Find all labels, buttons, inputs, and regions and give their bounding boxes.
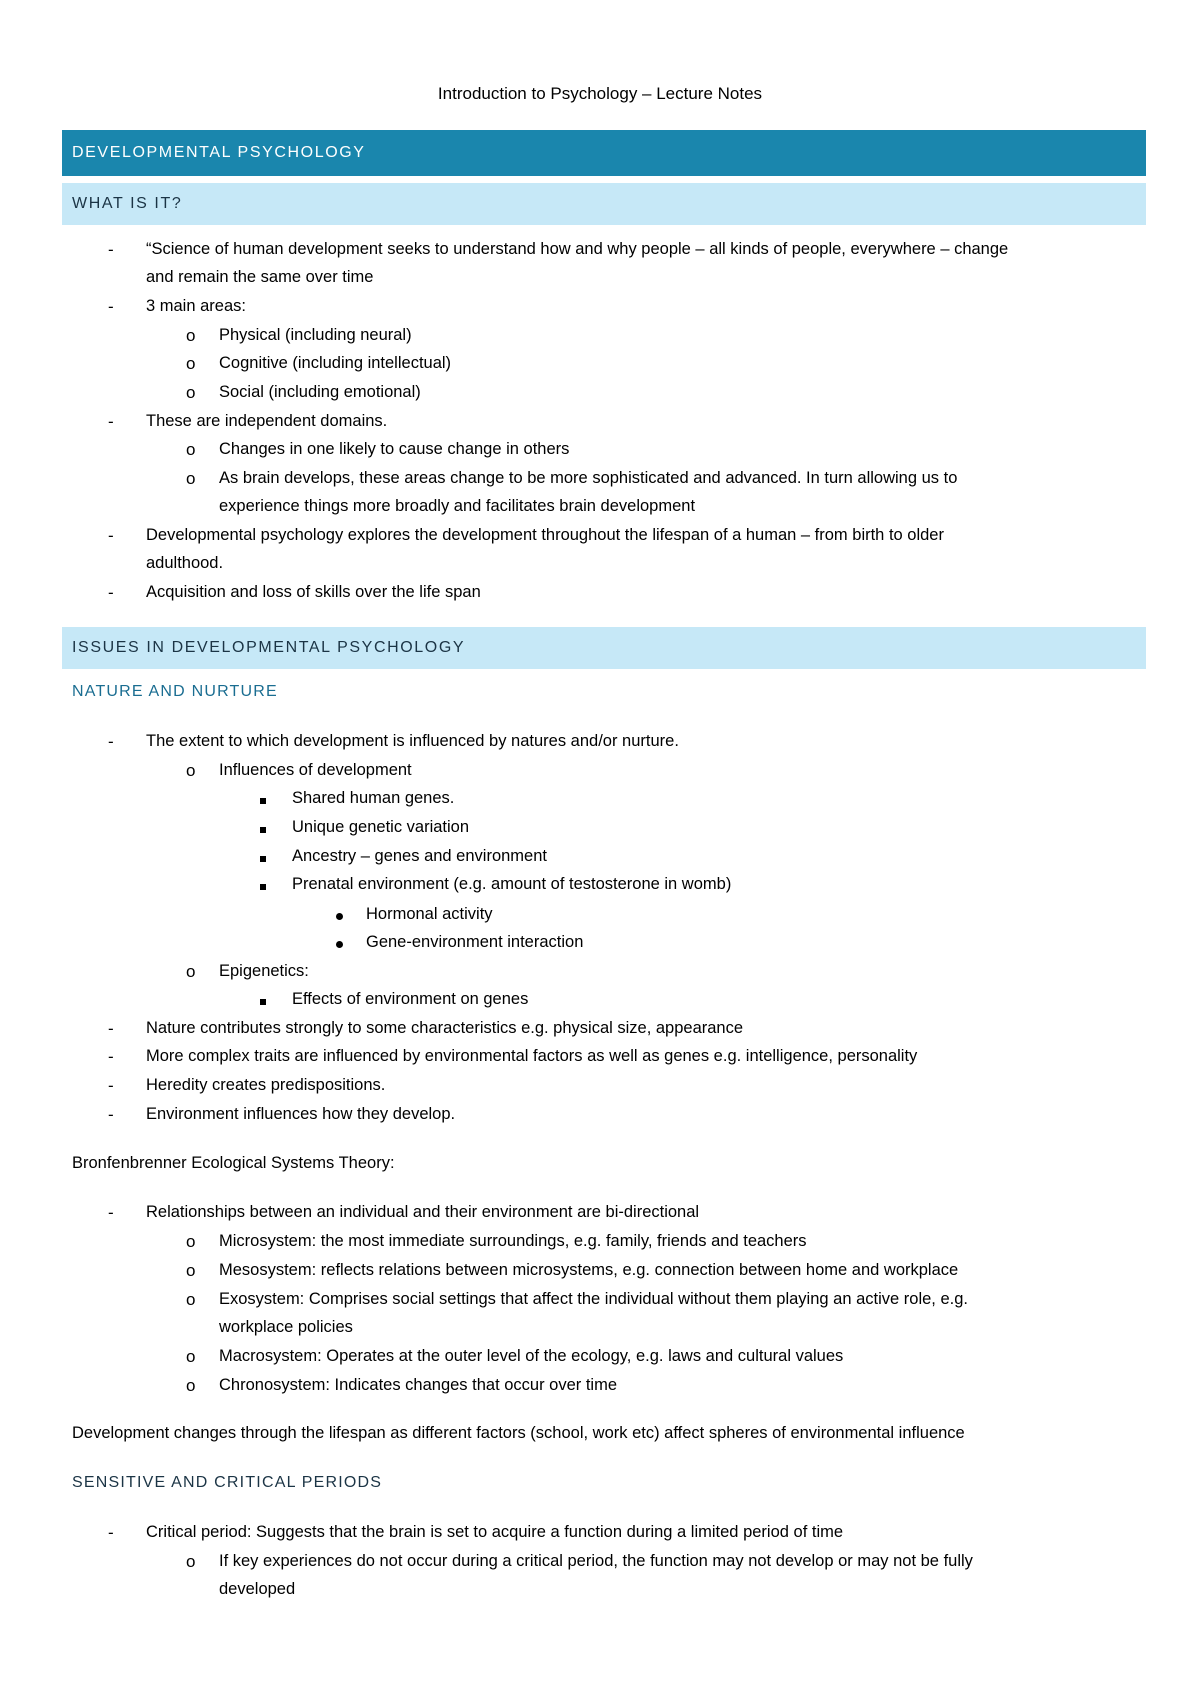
list-item: 3 main areas:	[146, 297, 246, 315]
list-item-continuation: adulthood.	[146, 554, 224, 572]
circle-marker: o	[186, 962, 196, 981]
sub-sub-list-item: Ancestry – genes and environment	[292, 847, 547, 865]
list-item: Environment influences how they develop.	[146, 1105, 456, 1123]
circle-marker: o	[186, 440, 196, 459]
list-item: “Science of human development seeks to understand how and why people – all kinds of people, everywhere – change	[146, 240, 1009, 258]
square-bullet-icon	[260, 789, 266, 809]
bronfenbrenner-heading: Bronfenbrenner Ecological Systems Theory:	[72, 1154, 395, 1172]
dash-marker: -	[108, 1203, 114, 1222]
sub-list-item: Mesosystem: reflects relations between microsystems, e.g. connection between home and workplace	[219, 1261, 959, 1279]
circle-marker: o	[186, 1347, 196, 1366]
square-bullet-icon	[260, 847, 266, 867]
dot-bullet-icon	[336, 905, 343, 925]
sub-sub-list-item: Unique genetic variation	[292, 818, 470, 836]
list-item-continuation: and remain the same over time	[146, 268, 374, 286]
sub-list-item: Microsystem: the most immediate surroundings, e.g. family, friends and teachers	[219, 1232, 807, 1250]
dash-marker: -	[108, 412, 114, 431]
sub-list-item: As brain develops, these areas change to be more sophisticated and advanced. In turn allowing us to	[219, 469, 958, 487]
circle-marker: o	[186, 761, 196, 780]
sub-list-item: Physical (including neural)	[219, 326, 412, 344]
subheading-nature-and-nurture: NATURE AND NURTURE	[72, 683, 278, 700]
list-item: Developmental psychology explores the development throughout the lifespan of a human – from birth to older	[146, 526, 944, 544]
sub-list-item: Cognitive (including intellectual)	[219, 354, 452, 372]
sub-list-item: Epigenetics:	[219, 962, 309, 980]
circle-marker: o	[186, 469, 196, 488]
dash-marker: -	[108, 1523, 114, 1542]
dash-marker: -	[108, 240, 114, 259]
sub-list-item-continuation: workplace policies	[219, 1318, 353, 1336]
circle-marker: o	[186, 1376, 196, 1395]
sub-list-item: Chronosystem: Indicates changes that occur over time	[219, 1376, 618, 1394]
dash-marker: -	[108, 297, 114, 316]
sub-list-item: Social (including emotional)	[219, 383, 421, 401]
subheading-sensitive-critical: SENSITIVE AND CRITICAL PERIODS	[72, 1474, 383, 1491]
document-title: Introduction to Psychology – Lecture Notes	[437, 84, 763, 103]
sub-list-item: Changes in one likely to cause change in others	[219, 440, 570, 458]
square-bullet-icon	[260, 875, 266, 895]
dash-marker: -	[108, 1076, 114, 1095]
sub-list-item: If key experiences do not occur during a critical period, the function may not develop or may not be fully	[219, 1552, 973, 1570]
list-item: Acquisition and loss of skills over the life span	[146, 583, 481, 601]
section-heading-issues: ISSUES IN DEVELOPMENTAL PSYCHOLOGY	[62, 627, 1146, 669]
section-heading-what-is-it: WHAT IS IT?	[62, 183, 1146, 225]
dash-marker: -	[108, 1105, 114, 1124]
list-item: Heredity creates predispositions.	[146, 1076, 386, 1094]
section-heading-developmental-psychology: DEVELOPMENTAL PSYCHOLOGY	[62, 130, 1146, 176]
list-item: More complex traits are influenced by environmental factors as well as genes e.g. intelligence, personality	[146, 1047, 918, 1065]
sub-list-item: Macrosystem: Operates at the outer level of the ecology, e.g. laws and cultural values	[219, 1347, 844, 1365]
circle-marker: o	[186, 383, 196, 402]
sub-list-item: Influences of development	[219, 761, 412, 779]
sub-list-item: Exosystem: Comprises social settings that affect the individual without them playing an active role, e.g.	[219, 1290, 968, 1308]
square-bullet-icon	[260, 990, 266, 1010]
circle-marker: o	[186, 1290, 196, 1309]
level4-list-item: Gene-environment interaction	[366, 933, 584, 951]
circle-marker: o	[186, 1552, 196, 1571]
sub-sub-list-item: Prenatal environment (e.g. amount of testosterone in womb)	[292, 875, 732, 893]
dash-marker: -	[108, 526, 114, 545]
circle-marker: o	[186, 1232, 196, 1251]
list-item: Critical period: Suggests that the brain is set to acquire a function during a limited period of time	[146, 1523, 844, 1541]
circle-marker: o	[186, 1261, 196, 1280]
dash-marker: -	[108, 1019, 114, 1038]
summary-paragraph: Development changes through the lifespan as different factors (school, work etc) affect spheres of environmental influence	[72, 1424, 965, 1442]
dash-marker: -	[108, 583, 114, 602]
dot-bullet-icon	[336, 933, 343, 953]
list-item: These are independent domains.	[146, 412, 388, 430]
circle-marker: o	[186, 354, 196, 373]
sub-sub-list-item: Shared human genes.	[292, 789, 455, 807]
level4-list-item: Hormonal activity	[366, 905, 493, 923]
dash-marker: -	[108, 732, 114, 751]
list-item: The extent to which development is influenced by natures and/or nurture.	[146, 732, 679, 750]
sub-sub-list-item: Effects of environment on genes	[292, 990, 529, 1008]
sub-list-item-continuation: developed	[219, 1580, 296, 1598]
square-bullet-icon	[260, 818, 266, 838]
list-item: Relationships between an individual and their environment are bi-directional	[146, 1203, 700, 1221]
sub-list-item-continuation: experience things more broadly and facilitates brain development	[219, 497, 696, 515]
dash-marker: -	[108, 1047, 114, 1066]
list-item: Nature contributes strongly to some characteristics e.g. physical size, appearance	[146, 1019, 744, 1037]
circle-marker: o	[186, 326, 196, 345]
